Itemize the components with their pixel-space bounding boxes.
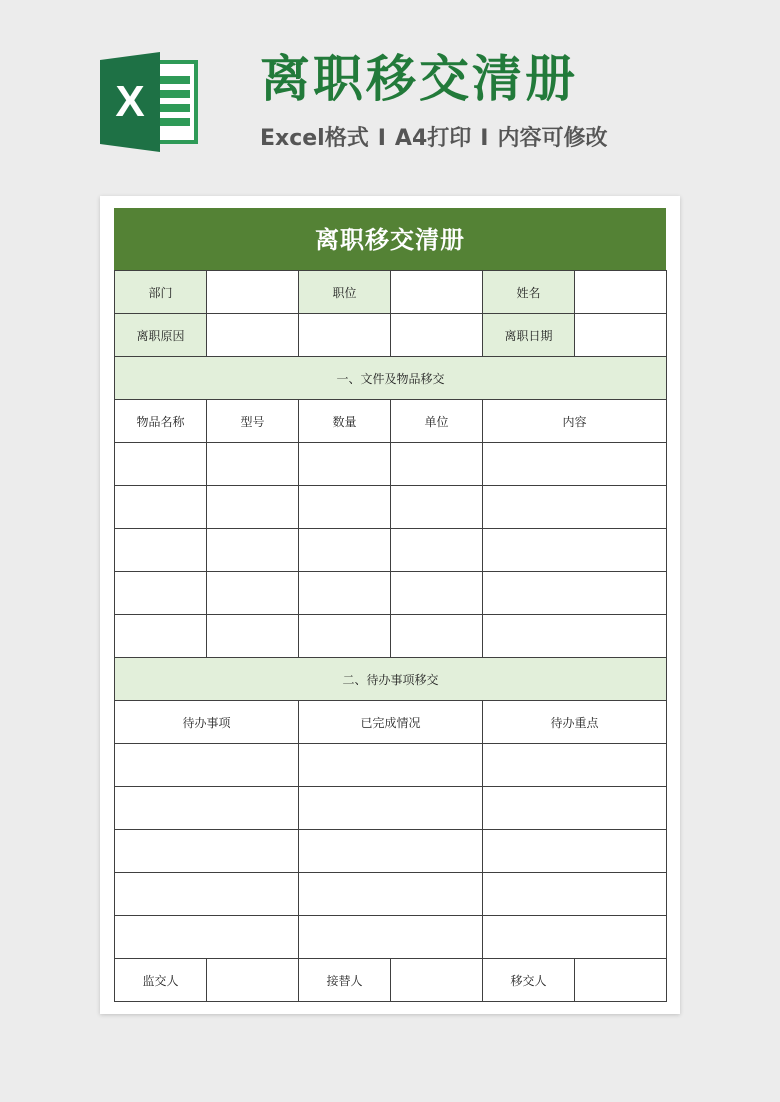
- form-paper: [100, 196, 680, 1014]
- reason-value-cell[interactable]: [391, 314, 483, 357]
- subtitle-separator: I: [480, 126, 489, 151]
- table-cell[interactable]: [299, 873, 483, 916]
- table-cell[interactable]: [207, 486, 299, 529]
- table-cell[interactable]: [115, 443, 207, 486]
- table-cell[interactable]: [207, 572, 299, 615]
- handover-sign-cell[interactable]: [575, 959, 667, 1002]
- table-cell[interactable]: [115, 572, 207, 615]
- table-cell[interactable]: [299, 744, 483, 787]
- table-cell[interactable]: [115, 787, 299, 830]
- col-unit: 单位: [391, 400, 483, 443]
- col-item-name: 物品名称: [115, 400, 207, 443]
- subtitle-editable: 内容可修改: [497, 126, 608, 151]
- table-cell[interactable]: [483, 529, 667, 572]
- table-cell[interactable]: [299, 529, 391, 572]
- handover-table: [114, 270, 667, 1002]
- dept-value-cell[interactable]: [207, 271, 299, 314]
- supervisor-label: 监交人: [115, 959, 207, 1002]
- table-cell[interactable]: [115, 615, 207, 658]
- section2-title: 二、待办事项移交: [115, 658, 667, 701]
- table-cell[interactable]: [299, 916, 483, 959]
- table-cell[interactable]: [391, 443, 483, 486]
- table-row: [115, 443, 667, 486]
- handover-label: 移交人: [483, 959, 575, 1002]
- table-row: [115, 873, 667, 916]
- table-cell[interactable]: [115, 486, 207, 529]
- col-content: 内容: [483, 400, 667, 443]
- section1-header-row: [115, 357, 667, 400]
- table-row: [115, 787, 667, 830]
- supervisor-sign-cell[interactable]: [207, 959, 299, 1002]
- table-cell[interactable]: [483, 572, 667, 615]
- table-cell[interactable]: [299, 830, 483, 873]
- table-cell[interactable]: [391, 529, 483, 572]
- table-row: [115, 916, 667, 959]
- table-cell[interactable]: [299, 572, 391, 615]
- table-cell[interactable]: [483, 873, 667, 916]
- table-cell[interactable]: [299, 443, 391, 486]
- subtitle-print: A4打印: [394, 126, 472, 151]
- table-cell[interactable]: [483, 615, 667, 658]
- date-value-cell[interactable]: [575, 314, 667, 357]
- section2-header-row: [115, 658, 667, 701]
- table-cell[interactable]: [391, 572, 483, 615]
- dept-label: 部门: [115, 271, 207, 314]
- subtitle-separator: I: [377, 126, 386, 151]
- table-cell[interactable]: [299, 486, 391, 529]
- table-cell[interactable]: [115, 830, 299, 873]
- table-cell[interactable]: [299, 615, 391, 658]
- page-subtitle: [260, 122, 607, 156]
- info-row-1: [115, 271, 667, 314]
- table-cell[interactable]: [207, 615, 299, 658]
- table-cell[interactable]: [391, 486, 483, 529]
- table-cell[interactable]: [299, 787, 483, 830]
- table-cell[interactable]: [115, 744, 299, 787]
- receiver-sign-cell[interactable]: [391, 959, 483, 1002]
- position-label: 职位: [299, 271, 391, 314]
- excel-logo-letter: X: [115, 77, 145, 126]
- table-cell[interactable]: [483, 744, 667, 787]
- table-cell[interactable]: [483, 830, 667, 873]
- date-label: 离职日期: [483, 314, 575, 357]
- page-title: 离职移交清册: [260, 50, 578, 108]
- table-cell[interactable]: [115, 529, 207, 572]
- form-title: 离职移交清册: [114, 208, 666, 270]
- receiver-label: 接替人: [299, 959, 391, 1002]
- table-cell[interactable]: [391, 615, 483, 658]
- section2-columns-row: [115, 701, 667, 744]
- table-row: [115, 572, 667, 615]
- table-row: [115, 486, 667, 529]
- page-header: [0, 0, 780, 190]
- signature-row: [115, 959, 667, 1002]
- reason-label: 离职原因: [115, 314, 207, 357]
- table-row: [115, 744, 667, 787]
- info-row-2: [115, 314, 667, 357]
- form-sheet: [114, 208, 666, 1002]
- section1-title: 一、文件及物品移交: [115, 357, 667, 400]
- table-cell[interactable]: [115, 916, 299, 959]
- table-cell[interactable]: [115, 873, 299, 916]
- col-completion-status: 已完成情况: [299, 701, 483, 744]
- excel-icon: [98, 52, 200, 152]
- col-model: 型号: [207, 400, 299, 443]
- table-cell[interactable]: [483, 443, 667, 486]
- name-label: 姓名: [483, 271, 575, 314]
- table-cell[interactable]: [207, 529, 299, 572]
- section1-columns-row: [115, 400, 667, 443]
- table-row: [115, 529, 667, 572]
- table-cell[interactable]: [483, 787, 667, 830]
- table-cell[interactable]: [483, 916, 667, 959]
- reason-value-cell[interactable]: [207, 314, 299, 357]
- col-todo-item: 待办事项: [115, 701, 299, 744]
- table-cell[interactable]: [207, 443, 299, 486]
- col-quantity: 数量: [299, 400, 391, 443]
- table-row: [115, 615, 667, 658]
- position-value-cell[interactable]: [391, 271, 483, 314]
- name-value-cell[interactable]: [575, 271, 667, 314]
- table-cell[interactable]: [483, 486, 667, 529]
- col-todo-focus: 待办重点: [483, 701, 667, 744]
- reason-value-cell[interactable]: [299, 314, 391, 357]
- subtitle-format: Excel格式: [260, 126, 369, 151]
- table-row: [115, 830, 667, 873]
